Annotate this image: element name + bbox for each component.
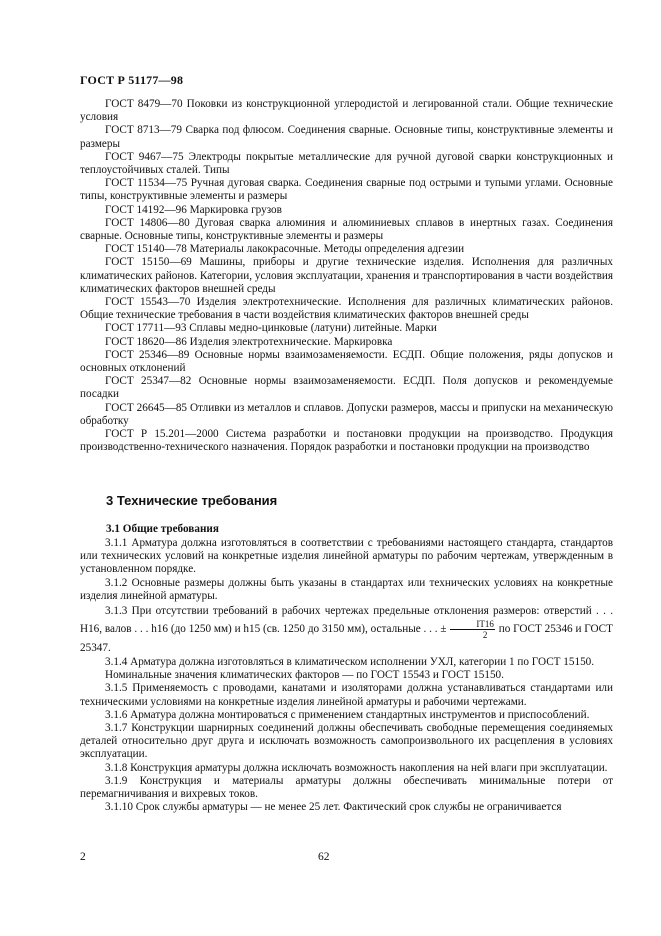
clause-3-1-5: 3.1.5 Применяемость с проводами, канатами и изоляторами должна устанавливаться стандартами или техническими условиями на конкретные изделия линейной арматуры и рабочими чертежами.: [80, 682, 613, 708]
clause-3-1-1: 3.1.1 Арматура должна изготовляться в соответствии с требованиями настоящего стандарта, стандартов или технических условий на конкретные изделия линейной арматуры по рабочим чертежам, утвержденным в установленном порядке.: [80, 537, 613, 576]
clause-3-1-4-note: Номинальные значения климатических факторов — по ГОСТ 15543 и ГОСТ 15150.: [105, 669, 504, 682]
section-title: 3 Технические требования: [106, 493, 278, 508]
reference-item: ГОСТ 25347—82 Основные нормы взаимозаменяемости. ЕСДП. Поля допусков и рекомендуемые посадки: [80, 375, 613, 401]
clause-3-1-6: 3.1.6 Арматура должна монтироваться с применением стандартных инструментов и приспособлений.: [105, 708, 590, 721]
clause-3-1-7: 3.1.7 Конструкции шарнирных соединений должны обеспечивать свободные перемещения соединяемых деталей относительно друг друга и исключать возможность самопроизвольного их расцепления в условиях эксплуатации.: [80, 722, 613, 761]
reference-item: ГОСТ 8479—70 Поковки из конструкционной углеродистой и легированной стали. Общие технические условия: [80, 98, 613, 124]
clause-3-1-9: 3.1.9 Конструкция и материалы арматуры должны обеспечивать минимальные потери от перемагничивания и вихревых токов.: [80, 774, 613, 801]
page-number-scan: 62: [318, 851, 330, 863]
clause-3-1-3: [80, 603, 613, 656]
reference-item: ГОСТ 26645—85 Отливки из металлов и сплавов. Допуски размеров, массы и припуски на механическую обработку: [80, 401, 613, 427]
clause-3-1-3-tail: по ГОСТ 25346 и ГОСТ 25347.: [80, 623, 613, 655]
reference-item: ГОСТ 11534—75 Ручная дуговая сварка. Соединения сварные под острыми и тупыми углами. Основные типы, конструктивные элементы и размеры: [80, 177, 613, 203]
reference-item: ГОСТ 18620—86 Изделия электротехнические. Маркировка: [105, 335, 393, 348]
reference-item: ГОСТ 25346—89 Основные нормы взаимозаменяемости. ЕСДП. Общие положения, ряды допусков и основных отклонений: [80, 348, 613, 375]
reference-item: ГОСТ 14806—80 Дуговая сварка алюминия и алюминиевых сплавов в инертных газах. Соединения сварные. Основные типы, конструктивные элементы и размеры: [80, 216, 613, 243]
fraction-numerator: IT16: [450, 619, 495, 630]
clause-3-1-3-text: 3.1.3 При отсутствии требований в рабочих чертежах предельные отклонения размеров: отверстий . . . H16, валов . . . h16 (до 1250 мм) и h15 (св. 1250 до 3150 мм), остальные . . . ±: [80, 605, 613, 636]
document-header-code: ГОСТ Р 51177—98: [80, 73, 184, 87]
reference-item: ГОСТ 14192—96 Маркировка грузов: [105, 203, 282, 216]
fraction-denominator: 2: [482, 630, 488, 641]
page-number-internal: 2: [80, 851, 86, 863]
reference-item: ГОСТ 15140—78 Материалы лакокрасочные. Методы определения адгезии: [105, 243, 465, 256]
reference-item: ГОСТ 8713—79 Сварка под флюсом. Соединения сварные. Основные типы, конструктивные элементы и размеры: [80, 124, 613, 150]
reference-item: ГОСТ 15543—70 Изделия электротехнические. Исполнения для различных климатических районов. Общие технические требования в части воздействия климатических факторов внешней среды: [80, 296, 613, 322]
reference-item: ГОСТ 9467—75 Электроды покрытые металлические для ручной дуговой сварки конструкционных и теплоустойчивых сталей. Типы: [80, 150, 613, 177]
general-requirements-body: [80, 537, 613, 814]
clause-3-1-10: 3.1.10 Срок службы арматуры — не менее 25 лет. Фактический срок службы не ограничивается: [105, 801, 562, 814]
normative-references-list: [80, 98, 613, 454]
reference-item: ГОСТ Р 15.201—2000 Система разработки и постановки продукции на производство. Продукция производственно-технического назначения. Порядок разработки и постановки продукции на производство: [80, 428, 613, 454]
clause-3-1-8: 3.1.8 Конструкция арматуры должна исключать возможность накопления на ней влаги при эксплуатации.: [105, 761, 608, 774]
subsection-title: 3.1 Общие требования: [106, 523, 219, 535]
clause-3-1-2: 3.1.2 Основные размеры должны быть указаны в стандартах или технических условиях на конкретные изделия линейной арматуры.: [80, 576, 613, 602]
reference-item: ГОСТ 15150—69 Машины, приборы и другие технические изделия. Исполнения для различных климатических районов. Категории, условия эксплуатации, хранения и транспортирования в части воздействия климатических факторов внешней среды: [80, 256, 613, 295]
reference-item: ГОСТ 17711—93 Сплавы медно-цинковые (латуни) литейные. Марки: [105, 322, 437, 335]
tolerance-fraction: [450, 619, 495, 640]
clause-3-1-4: 3.1.4 Арматура должна изготовляться в климатическом исполнении УХЛ, категории 1 по ГОСТ 15150.: [105, 656, 595, 669]
